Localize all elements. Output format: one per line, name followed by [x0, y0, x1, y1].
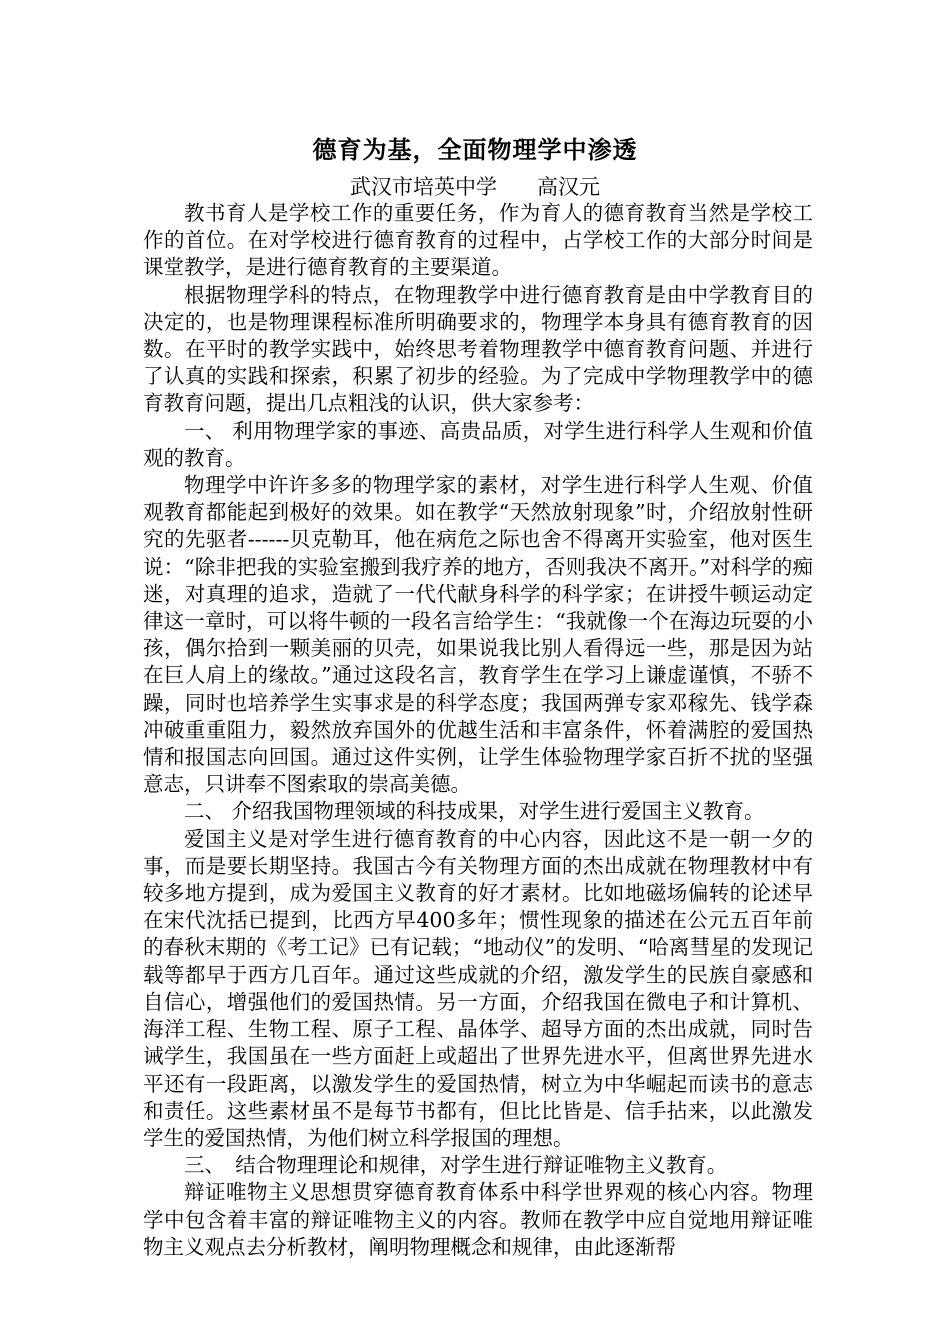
paragraph: 教书育人是学校工作的重要任务，作为育人的德育教育当然是学校工作的首位。在对学校进行德育教育的过程中，占学校工作的大部分时间是课堂教学，是进行德育教育的主要渠道。	[143, 201, 813, 280]
section-heading: 二、 介绍我国物理领域的科技成果，对学生进行爱国主义教育。	[184, 799, 765, 824]
document-title: 德育为基，全面物理学中渗透	[312, 135, 638, 164]
document-body	[143, 200, 813, 1261]
author-name: 高汉元	[537, 175, 600, 199]
section-heading: 一、 利用物理学家的事迹、高贵品质，对学生进行科学人生观和价值观的教育。	[143, 418, 813, 470]
paragraph: 爱国主义是对学生进行德育教育的中心内容，因此这不是一朝一夕的事，而是要长期坚持。我国古今有关物理方面的杰出成就在物理教材中有较多地方提到，成为爱国主义教育的好才素材。比如地磁场偏转的论述早在宋代沈括已提到，比西方早400多年；惯性现象的描述在公元五百年前的春秋末期的《考工记》已有记载；“地动仪”的发明、“哈离彗星的发现记载等都早于西方几百年。通过这些成就的介绍，激发学生的民族自豪感和自信心，增强他们的爱国热情。另一方面，介绍我国在微电子和计算机、海洋工程、生物工程、原子工程、晶体学、超导方面的杰出成就，同时告诫学生，我国虽在一些方面赶上或超出了世界先进水平，但离世界先进水平还有一段距离，以激发学生的爱国热情，树立为中华崛起而读书的意志和责任。这些素材虽不是每节书都有，但比比皆是、信手拈来，以此激发学生的爱国热情，为他们树立科学报国的理想。	[143, 826, 813, 1150]
paragraph: 根据物理学科的特点，在物理教学中进行德育教育是由中学教育目的决定的，也是物理课程标准所明确要求的，物理学本身具有德育教育的因数。在平时的教学实践中，始终思考着物理教学中德育教育问题、并进行了认真的实践和探索，积累了初步的经验。为了完成中学物理教学中的德育教育问题，提出几点粗浅的认识，供大家参考：	[143, 282, 813, 416]
paragraph: 辩证唯物主义思想贯穿德育教育体系中科学世界观的核心内容。物理学中包含着丰富的辩证唯物主义的内容。教师在教学中应自觉地用辩证唯物主义观点去分析教材，阐明物理概念和规律，由此逐渐帮	[143, 1180, 813, 1259]
byline	[0, 173, 950, 201]
school-name: 武汉市培英中学	[350, 175, 497, 199]
section-heading: 三、 结合物理理论和规律，对学生进行辩证唯物主义教育。	[184, 1153, 728, 1178]
paragraph: 物理学中许许多多的物理学家的素材，对学生进行科学人生观、价值观教育都能起到极好的效果。如在教学“天然放射现象”时，介绍放射性研究的先驱者------贝克勒耳，他在病危之际也舍不得离开实验室，他对医生说：“除非把我的实验室搬到我疗养的地方，否则我决不离开。”对科学的痴迷，对真理的追求，造就了一代代献身科学的科学家；在讲授牛顿运动定律这一章时，可以将牛顿的一段名言给学生：“我就像一个在海边玩耍的小孩，偶尔拾到一颗美丽的贝壳，如果说我比别人看得远一些，那是因为站在巨人肩上的缘故。”通过这段名言，教育学生在学习上谦虚谨慎，不骄不躁，同时也培养学生实事求是的科学态度；我国两弹专家邓稼先、钱学森冲破重重阻力，毅然放弃国外的优越生活和丰富条件，怀着满腔的爱国热情和报国志向回国。通过这件实例，让学生体验物理学家百折不扰的坚强意志，只讲奉不图索取的崇高美德。	[143, 473, 813, 797]
